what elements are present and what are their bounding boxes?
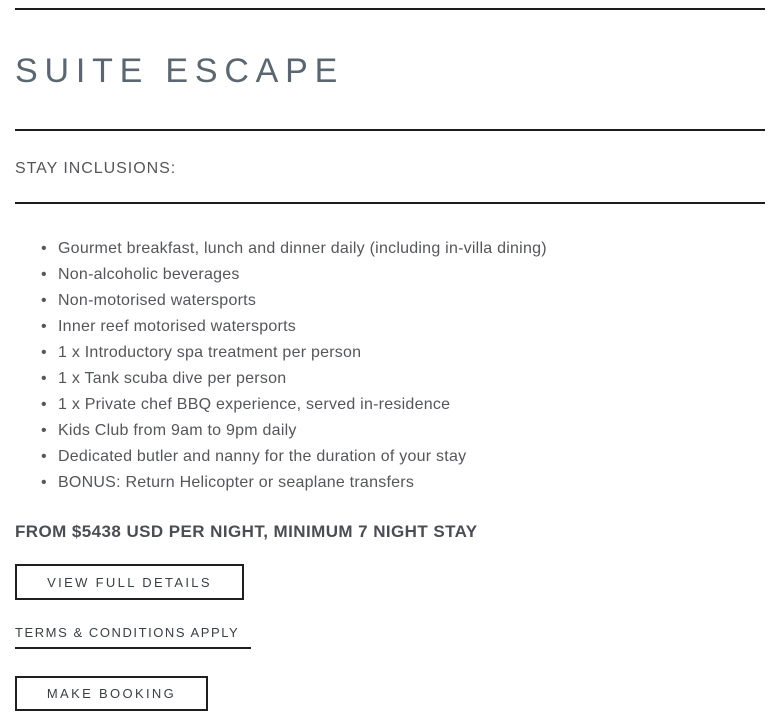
inclusion-item: • BONUS: Return Helicopter or seaplane transfers: [41, 470, 765, 496]
inclusion-item: • Non-motorised watersports: [41, 288, 765, 314]
view-full-details-button[interactable]: VIEW FULL DETAILS: [15, 564, 244, 600]
stay-inclusions-label: STAY INCLUSIONS:: [15, 160, 177, 177]
inclusion-item: • Dedicated butler and nanny for the duration of your stay: [41, 444, 765, 470]
top-divider: [15, 8, 765, 10]
offer-card: [0, 8, 781, 711]
inclusion-item: • 1 x Tank scuba dive per person: [41, 366, 765, 392]
inclusion-item: • Gourmet breakfast, lunch and dinner daily (including in-villa dining): [41, 236, 765, 262]
inclusion-item: • Non-alcoholic beverages: [41, 262, 765, 288]
inclusion-item: • Inner reef motorised watersports: [41, 314, 765, 340]
terms-conditions-link[interactable]: TERMS & CONDITIONS APPLY: [15, 625, 251, 649]
inclusion-item: • 1 x Introductory spa treatment per person: [41, 340, 765, 366]
price-line: FROM $5438 USD PER NIGHT, MINIMUM 7 NIGHT STAY: [15, 522, 478, 541]
inclusions-list: [15, 236, 765, 496]
inclusion-item: • 1 x Private chef BBQ experience, served in-residence: [41, 392, 765, 418]
section-divider: [15, 202, 765, 204]
page-title: SUITE ESCAPE: [15, 52, 345, 90]
title-divider: [15, 129, 765, 131]
inclusion-item: • Kids Club from 9am to 9pm daily: [41, 418, 765, 444]
make-booking-button[interactable]: MAKE BOOKING: [15, 676, 208, 711]
